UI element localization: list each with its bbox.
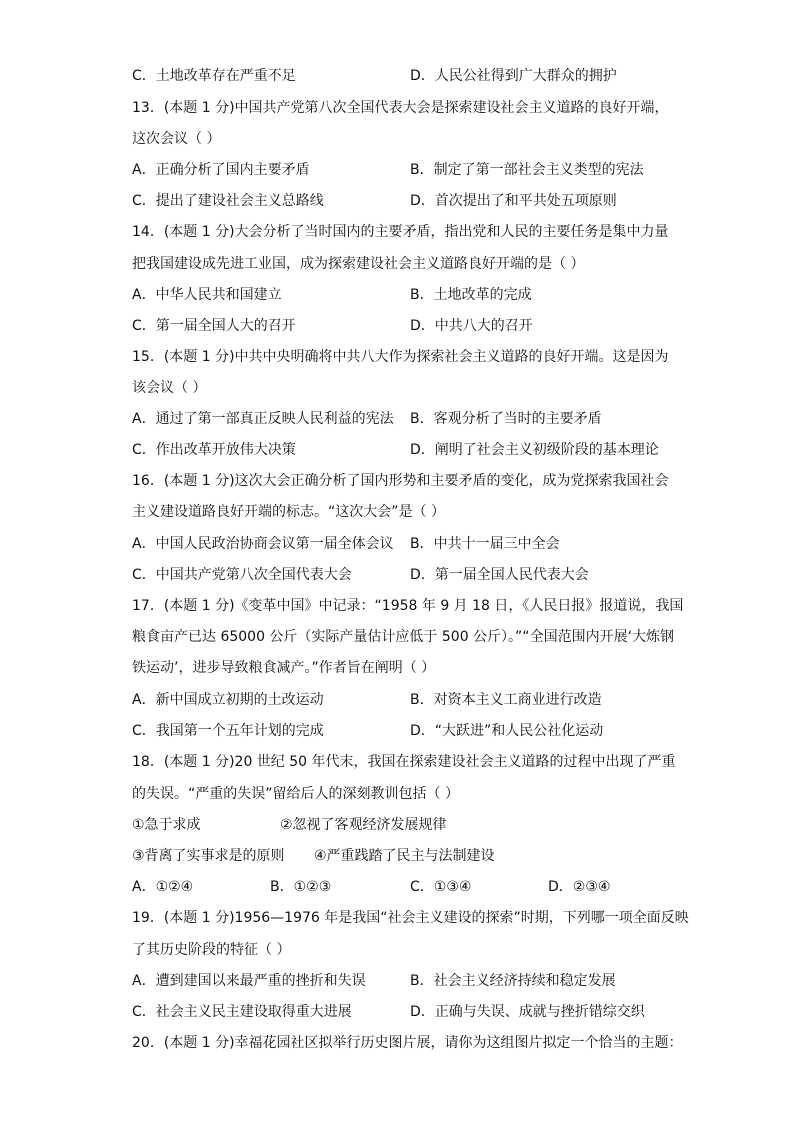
q13-option-a: A．正确分析了国内主要矛盾 xyxy=(132,162,310,178)
q14-option-c: C．第一届全国人大的召开 xyxy=(132,318,296,334)
q18-item-1: ①急于求成 xyxy=(132,817,201,833)
q19-option-d: D．正确与失误、成就与挫折错综交织 xyxy=(410,1004,645,1020)
q14-option-d: D．中共八大的召开 xyxy=(410,318,533,334)
q18-item-2: ②忽视了客观经济发展规律 xyxy=(280,817,447,833)
q17-option-d: D．“大跃进”和人民公社化运动 xyxy=(410,723,604,739)
q17-option-b: B．对资本主义工商业进行改造 xyxy=(410,692,602,708)
q17-option-c: C．我国第一个五年计划的完成 xyxy=(132,723,324,739)
q13-stem-cont: 这次会议（ ） xyxy=(132,131,221,147)
q13-option-c: C．提出了建设社会主义总路线 xyxy=(132,193,324,209)
q16-option-b: B．中共十一届三中全会 xyxy=(410,536,560,552)
q14-option-b: B．土地改革的完成 xyxy=(410,287,532,303)
q13-stem: 13．(本题 1 分)中国共产党第八次全国代表大会是探索建设社会主义道路的良好开端， xyxy=(132,100,669,116)
q16-option-c: C．中国共产党第八次全国代表大会 xyxy=(132,567,352,583)
q15-stem-cont: 该会议（ ） xyxy=(132,380,207,396)
q18-item-4: ④严重践踏了民主与法制建设 xyxy=(314,848,495,864)
q18-stem-cont: 的失误。“严重的失误”留给后人的深刻教训包括（ ） xyxy=(132,786,459,802)
q18-option-d: D．②③④ xyxy=(548,879,611,895)
q17-stem: 17．(本题 1 分)《变革中国》中记录：“1958 年 9 月 18 日，《人民日报》报道说，我国 xyxy=(132,598,684,614)
q15-option-b: B．客观分析了当时的主要矛盾 xyxy=(410,411,602,427)
q15-stem: 15．(本题 1 分)中共中央明确将中共八大作为探索社会主义道路的良好开端。这是因为 xyxy=(132,349,669,365)
q15-option-d: D．阐明了社会主义初级阶段的基本理论 xyxy=(410,442,659,458)
q16-option-d: D．第一届全国人民代表大会 xyxy=(410,567,589,583)
q16-stem-cont: 主义建设道路良好开端的标志。“这次大会”是（ ） xyxy=(132,504,445,520)
q13-option-d: D．首次提出了和平共处五项原则 xyxy=(410,193,617,209)
q17-stem-cont-2: 铁运动’，进步导致粮食减产。”作者旨在阐明（ ） xyxy=(132,660,436,676)
q17-stem-cont-1: 粮食亩产已达 65000 公斤（实际产量估计应低于 500 公斤）。”“全国范围内开展‘大炼钢 xyxy=(132,629,675,645)
q19-option-c: C．社会主义民主建设取得重大进展 xyxy=(132,1004,352,1020)
q19-option-a: A．遭到建国以来最严重的挫折和失误 xyxy=(132,973,366,989)
q14-stem-cont: 把我国建设成先进工业国，成为探索建设社会主义道路良好开端的是（ ） xyxy=(132,256,585,272)
q15-option-c: C．作出改革开放伟大决策 xyxy=(132,442,296,458)
q18-option-b: B．①②③ xyxy=(270,879,332,895)
q15-option-a: A．通过了第一部真正反映人民利益的宪法 xyxy=(132,411,394,427)
q18-item-3: ③背离了实事求是的原则 xyxy=(132,848,285,864)
q19-stem-cont: 了其历史阶段的特征（ ） xyxy=(132,942,291,958)
q13-option-b: B．制定了第一部社会主义类型的宪法 xyxy=(410,162,644,178)
q17-option-a: A．新中国成立初期的土改运动 xyxy=(132,692,324,708)
q16-option-a: A．中国人民政治协商会议第一届全体会议 xyxy=(132,536,394,552)
q19-stem: 19．(本题 1 分)1956—1976 年是我国“社会主义建设的探索”时期，下列哪一项全面反映 xyxy=(132,910,689,926)
q12-option-c: C．土地改革存在严重不足 xyxy=(132,68,296,84)
q18-option-a: A．①②④ xyxy=(132,879,194,895)
q18-stem: 18．(本题 1 分)20 世纪 50 年代末，我国在探索建设社会主义道路的过程中出现了严重 xyxy=(132,754,676,770)
q14-stem: 14．(本题 1 分)大会分析了当时国内的主要矛盾，指出党和人民的主要任务是集中力量 xyxy=(132,224,669,240)
q19-option-b: B．社会主义经济持续和稳定发展 xyxy=(410,973,616,989)
q12-option-d: D．人民公社得到广大群众的拥护 xyxy=(410,68,617,84)
q18-option-c: C．①③④ xyxy=(410,879,472,895)
q20-stem: 20．(本题 1 分)幸福花园社区拟举行历史图片展，请你为这组图片拟定一个恰当的主题： xyxy=(132,1035,683,1051)
q14-option-a: A．中华人民共和国建立 xyxy=(132,287,282,303)
q16-stem: 16．(本题 1 分)这次大会正确分析了国内形势和主要矛盾的变化，成为党探索我国社会 xyxy=(132,473,669,489)
